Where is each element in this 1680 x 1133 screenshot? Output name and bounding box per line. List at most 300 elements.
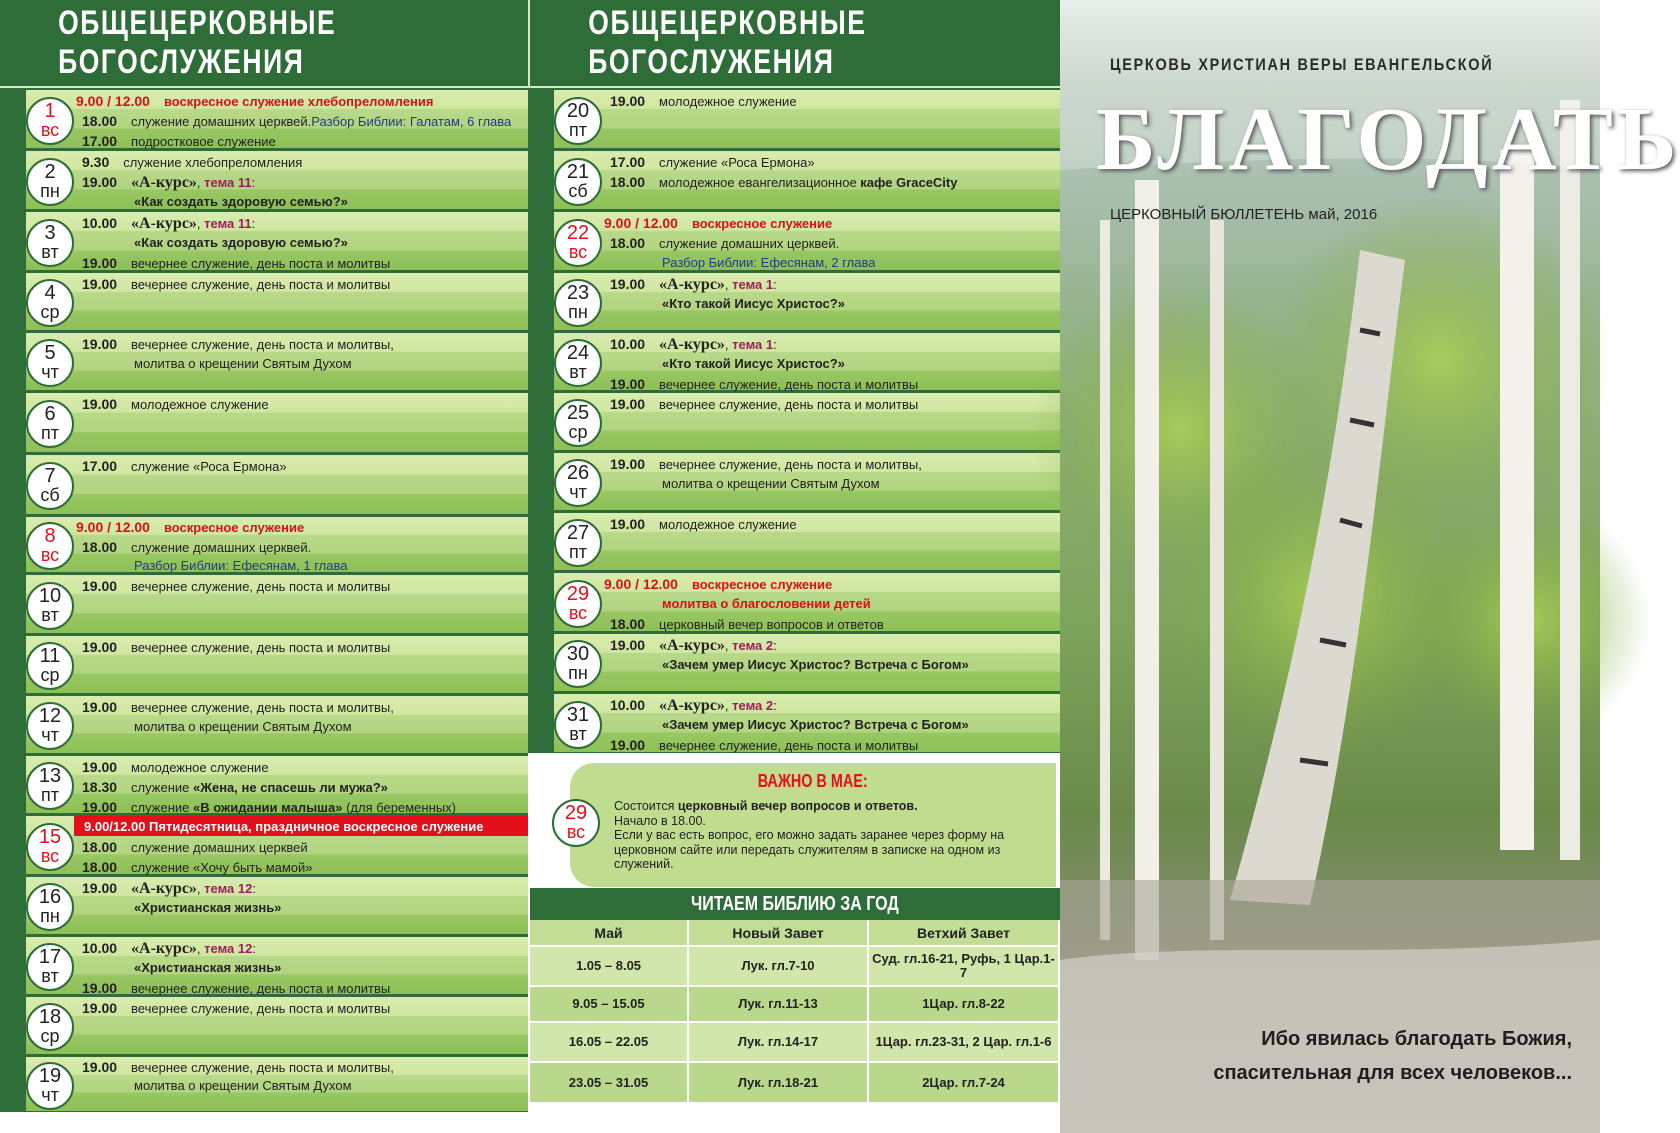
service-time: 18.00 [610,235,646,251]
service-line [82,639,390,655]
date-weekday: вт [569,362,587,382]
service-line [134,558,347,573]
mid-header: ОБЩЕЦЕРКОВНЫЕ БОГОСЛУЖЕНИЯ [528,0,1060,88]
date-badge [26,883,74,931]
service-line [662,255,875,270]
service-text: «Жена, не спасешь ли мужа?» [193,779,388,795]
service-line [662,657,969,672]
date-badge [26,702,74,750]
day-row [0,453,528,515]
service-line [82,839,308,855]
service-line [610,93,797,109]
service-line [82,578,390,594]
date-day: 20 [566,99,590,122]
service-line [82,396,269,412]
date-day: 6 [44,403,56,425]
row-edge [0,212,26,270]
service-text: служение «Роса Ермона» [659,154,815,170]
date-day: 11 [39,645,61,667]
service-line [134,194,348,209]
service-text: вечернее служение, день поста и молитвы [659,738,919,754]
service-text: Разбор Библии: Ефесянам, 2 глава [662,255,876,271]
date-weekday: вс [566,822,586,842]
service-text: вечернее служение, день поста и молитвы [659,396,919,412]
service-time: 18.00 [82,113,118,129]
service-text: служение [131,779,193,795]
date-badge [26,97,74,145]
date-day: 7 [44,465,56,487]
service-text: «А-курс» [131,214,197,232]
row-edge [0,393,26,452]
service-time: 18.00 [82,859,118,876]
service-line [134,235,348,250]
service-text: , [196,215,205,231]
date-weekday: вс [568,241,588,262]
service-text: вечернее служение, день поста и молитвы [659,376,919,392]
service-text: служение домашних церквей [131,840,308,855]
service-text: «В ожидании малыша» [193,799,343,815]
service-line [662,596,871,611]
service-time: 19.00 [82,979,118,996]
important-date-badge [552,799,600,847]
service-text: служение [131,799,193,815]
date-badge [554,97,602,145]
date-badge [26,158,74,206]
service-time: 19.00 [82,395,118,412]
row-edge [0,997,26,1054]
service-time: 19.00 [82,577,118,594]
service-time: 17.00 [610,153,646,170]
service-text: Разбор Библии: Ефесянам, 1 глава [134,557,348,573]
service-text: служение «Хочу быть мамой» [131,860,313,876]
service-text: , [196,880,205,896]
service-line [662,717,969,732]
date-weekday: вт [569,723,587,744]
service-line [82,133,276,149]
service-line [134,356,352,371]
service-time: 18.00 [82,538,118,555]
service-text: вечернее служение, день поста и молитвы, [131,336,394,352]
day-row [0,814,528,875]
date-weekday: чт [41,725,59,745]
service-time: 19.00 [82,798,118,815]
day-row [528,632,1060,692]
service-text: молодежное служение [131,759,269,775]
row-edge [528,333,554,390]
row-edge [528,151,554,209]
service-text: , [724,637,733,653]
date-weekday: вс [40,545,60,565]
service-time: 18.00 [610,174,646,190]
service-time: 19.00 [82,638,118,655]
service-text: «Кто такой Иисус Христос?» [662,295,845,311]
day-row [528,571,1060,632]
date-day: 29 [566,582,590,605]
service-text: воскресное служение [163,520,305,536]
service-text: служение домашних церквей. [659,236,840,251]
date-day: 23 [566,282,590,304]
service-line [662,296,845,311]
service-time: 19.00 [610,636,646,653]
cover-panel [1060,0,1680,1133]
date-day: 8 [44,525,56,547]
date-weekday: вт [41,604,59,625]
service-time: 9.00 / 12.00 [76,519,150,536]
date-badge [554,580,602,628]
day-row [528,692,1060,753]
date-weekday: сб [568,180,588,201]
service-line [82,759,269,775]
service-text: «А-курс» [131,174,197,191]
row-edge [0,937,26,994]
date-weekday: пн [40,906,60,926]
row-edge [528,273,554,330]
service-line [610,174,957,190]
service-text: «А-курс» [131,939,197,957]
service-text: : [773,697,777,713]
service-time: 19.00 [610,92,646,109]
service-text: , [724,697,733,713]
service-line [82,940,256,958]
row-edge [0,273,26,330]
row-edge [0,151,26,209]
date-weekday: вс [40,845,60,866]
service-text: «Кто такой Иисус Христос?» [662,355,845,371]
service-text: служение домашних церквей. [131,539,312,555]
date-badge [554,519,602,567]
service-text: «А-курс» [659,696,725,714]
row-edge [0,696,26,753]
service-line [76,93,433,109]
date-day: 30 [566,643,590,665]
service-time: 9.30 [82,153,110,170]
row-edge [0,756,26,813]
row-edge [528,513,554,570]
day-row [0,634,528,694]
date-badge [26,339,74,387]
reading-col-month: Май [530,920,688,946]
service-text: , [724,276,733,292]
service-line [604,215,832,231]
service-text: молитва о крещении Святым Духом [134,355,352,371]
service-text: тема 12 [204,880,253,896]
important-box [564,763,1056,887]
date-badge [26,642,74,690]
date-weekday: пн [568,663,588,683]
service-line [610,737,918,753]
date-badge [26,1003,74,1051]
row-edge [0,1057,26,1111]
bulletin-date: ЦЕРКОВНЫЙ БЮЛЛЕТЕНЬ май, 2016 [1110,206,1378,223]
service-line [610,154,815,170]
date-badge [554,219,602,267]
service-time: 19.00 [610,737,646,754]
church-name: ЦЕРКОВЬ ХРИСТИАН ВЕРЫ ЕВАНГЕЛЬСКОЙ [1110,55,1494,74]
service-text: молодежное евангелизационное [659,175,861,190]
day-row [0,995,528,1055]
date-badge [554,640,602,688]
day-row [528,391,1060,451]
service-line [82,154,302,170]
service-text: «А-курс» [659,335,725,353]
service-text: тема 12 [204,940,253,956]
service-text: : [251,175,256,190]
service-text: : [252,880,256,896]
service-text: подростковое служение [131,134,276,150]
service-text: вечернее служение, день поста и молитвы [131,980,391,996]
service-line [610,616,884,632]
service-text: вечернее служение, день поста и молитвы, [659,456,922,472]
date-day: 12 [38,705,62,727]
service-line [82,174,255,192]
date-day: 2 [44,160,56,183]
date-badge [554,399,602,447]
holiday-banner: 9.00/12.00 Пятидесятница, праздничное воскресное служение [74,816,528,836]
date-day: 15 [38,825,62,848]
service-text: : [773,637,777,653]
service-text: молитва о благословении детей [662,596,871,611]
service-line [610,336,777,354]
service-line [610,396,918,412]
date-badge [26,1062,74,1110]
service-text: вечернее служение, день поста и молитвы [131,639,391,655]
date-badge [26,400,74,448]
service-text: кафе GraceCity [860,175,958,190]
date-weekday: пт [569,119,587,140]
service-text: «Зачем умер Иисус Христос? Встреча с Богом» [662,717,969,732]
mid-schedule [528,88,1060,763]
day-row [0,875,528,935]
service-text: Разбор Библии: Галатам, 6 глава [311,114,512,129]
service-line [82,276,390,292]
service-text: вечернее служение, день поста и молитвы [131,1000,391,1016]
row-edge [0,333,26,390]
day-row [0,515,528,573]
service-time: 19.00 [610,515,646,532]
service-time: 19.00 [610,275,646,292]
date-badge [26,219,74,267]
service-text: вечернее служение, день поста и молитвы [131,256,391,272]
date-day: 18 [38,1006,62,1028]
service-line [610,376,918,392]
service-text: «А-курс» [659,275,725,293]
row-edge [528,573,554,631]
day-row [0,694,528,754]
service-text: молитва о крещении Святым Духом [134,1078,352,1093]
reading-title: ЧИТАЕМ БИБЛИЮ ЗА ГОД [530,888,1060,920]
service-time: 17.00 [82,133,118,150]
service-text: , [196,175,205,190]
service-line [82,1000,390,1016]
date-day: 19 [38,1064,62,1087]
date-day: 5 [44,342,56,364]
date-weekday: пн [568,302,588,322]
important-title: ВАЖНО В МАЕ: [758,771,868,791]
service-line [604,576,832,592]
service-time: 19.00 [610,455,646,472]
row-edge [0,877,26,934]
day-row [528,271,1060,331]
service-line [82,1059,394,1075]
service-time: 9.00 / 12.00 [604,575,678,592]
date-weekday: пт [569,542,587,562]
important-text: Состоится церковный вечер вопросов и ответов. Начало в 18.00. Если у вас есть вопрос, его можно задать заранее через форму на церковном сайте или передать служителям в записке на одном из служений. [614,799,1005,871]
date-badge [554,158,602,206]
service-line [134,1078,352,1093]
service-text: «Как создать здоровую семью?» [134,235,348,250]
service-time: 19.00 [82,275,118,292]
date-day: 27 [566,522,590,544]
date-day: 17 [38,946,62,968]
day-row [528,331,1060,391]
service-time: 9.00 / 12.00 [76,92,150,109]
day-row [0,1055,528,1112]
service-text: тема 11 [204,175,252,190]
left-schedule [0,88,528,1133]
service-text: воскресное служение [691,215,833,231]
service-time: 19.00 [82,758,118,775]
date-badge [554,339,602,387]
date-weekday: ср [568,422,588,442]
row-edge [528,212,554,270]
service-line [610,276,777,294]
row-edge [0,636,26,693]
service-text: воскресное служение [691,576,833,592]
bulletin-title: БЛАГОДАТЬ [1096,90,1680,189]
service-time: 18.00 [82,839,118,855]
service-line [662,476,880,491]
service-text: тема 11 [204,215,252,231]
date-badge [26,943,74,991]
service-line [82,699,394,715]
service-text: воскресное служение хлебопреломления [163,93,434,109]
service-time: 19.00 [82,255,118,272]
service-time: 17.00 [82,457,118,474]
date-weekday: вс [568,602,588,623]
service-time: 19.00 [82,335,118,352]
row-edge [0,575,26,633]
service-line [76,519,304,535]
date-weekday: пн [40,180,60,201]
date-day: 25 [566,402,590,424]
service-text: «Христианская жизнь» [134,899,282,915]
service-line [134,719,352,734]
service-line [134,960,281,975]
service-time: 10.00 [82,214,118,231]
date-badge [554,701,602,749]
date-weekday: вт [41,241,59,262]
service-text: молодежное служение [659,516,797,532]
date-day: 21 [566,160,590,183]
service-text: , [724,336,733,352]
service-line [662,356,845,371]
date-badge [26,462,74,510]
service-line [82,458,287,474]
date-badge [26,823,74,871]
reading-table [530,920,1060,1102]
service-time: 10.00 [610,696,646,713]
day-row [0,271,528,331]
service-text: служение хлебопреломления [123,154,303,170]
service-text: тема 1 [732,276,774,292]
service-time: 18.00 [610,616,646,633]
day-row [0,149,528,210]
service-line [134,900,281,915]
service-text: тема 2 [732,697,774,713]
table-row: 16.05 – 22.05 Лук. гл.14-17 1Цар. гл.23-31, 2 Цар. гл.1-6 [530,1022,1059,1062]
date-weekday: чт [569,482,587,502]
reading-col-ot: Ветхий Завет [868,920,1059,946]
service-text: «Как создать здоровую семью?» [134,194,348,210]
service-line [82,336,394,352]
table-row: 23.05 – 31.05 Лук. гл.18-21 2Цар. гл.7-24 [530,1062,1059,1102]
service-text: тема 1 [732,336,774,352]
service-text: вечернее служение, день поста и молитвы, [131,1060,394,1075]
row-edge [0,455,26,514]
service-line [610,637,777,655]
service-text: вечернее служение, день поста и молитвы [131,578,391,594]
date-day: 1 [44,99,56,122]
service-time: 19.00 [610,375,646,392]
date-day: 16 [38,886,62,908]
service-text: служение «Роса Ермона» [131,458,287,474]
service-line [82,255,390,271]
row-edge [528,453,554,510]
service-text: : [773,276,777,292]
service-text: : [251,215,256,231]
day-row [528,88,1060,149]
date-weekday: чт [41,1084,59,1105]
service-text: тема 2 [732,637,774,653]
date-weekday: ср [40,302,60,322]
service-text: «Зачем умер Иисус Христос? Встреча с Богом» [662,656,969,672]
service-line [82,113,511,129]
day-row [0,391,528,453]
date-weekday: вт [41,966,59,986]
date-day: 26 [566,462,590,484]
service-time: 19.00 [82,999,118,1016]
service-time: 19.00 [82,1059,118,1075]
date-day: 4 [44,282,56,304]
day-row [0,573,528,634]
service-line [82,799,456,815]
day-row [528,149,1060,210]
date-day: 29 [564,802,588,824]
service-line [82,980,390,996]
row-edge [0,517,26,572]
row-edge [528,393,554,450]
service-line [610,516,797,532]
table-row: 1.05 – 8.05 Лук. гл.7-10 Суд. гл.16-21, Руфь, 1 Цар.1-7 [530,946,1059,986]
day-row [0,935,528,995]
date-day: 13 [38,765,62,787]
left-header: ОБЩЕЦЕРКОВНЫЕ БОГОСЛУЖЕНИЯ [0,0,528,88]
service-text: церковный вечер вопросов и ответов [659,617,884,633]
service-time: 19.00 [82,698,118,715]
service-time: 19.00 [82,174,118,190]
service-line [610,697,777,715]
date-weekday: ср [40,665,60,685]
row-edge [528,634,554,691]
service-text: (для беременных) [342,799,456,815]
service-line [82,880,256,898]
date-badge [554,279,602,327]
service-text: : [773,336,777,352]
row-edge [0,816,26,874]
service-text: «А-курс» [659,636,725,654]
day-row [0,754,528,814]
date-weekday: вс [40,119,60,140]
